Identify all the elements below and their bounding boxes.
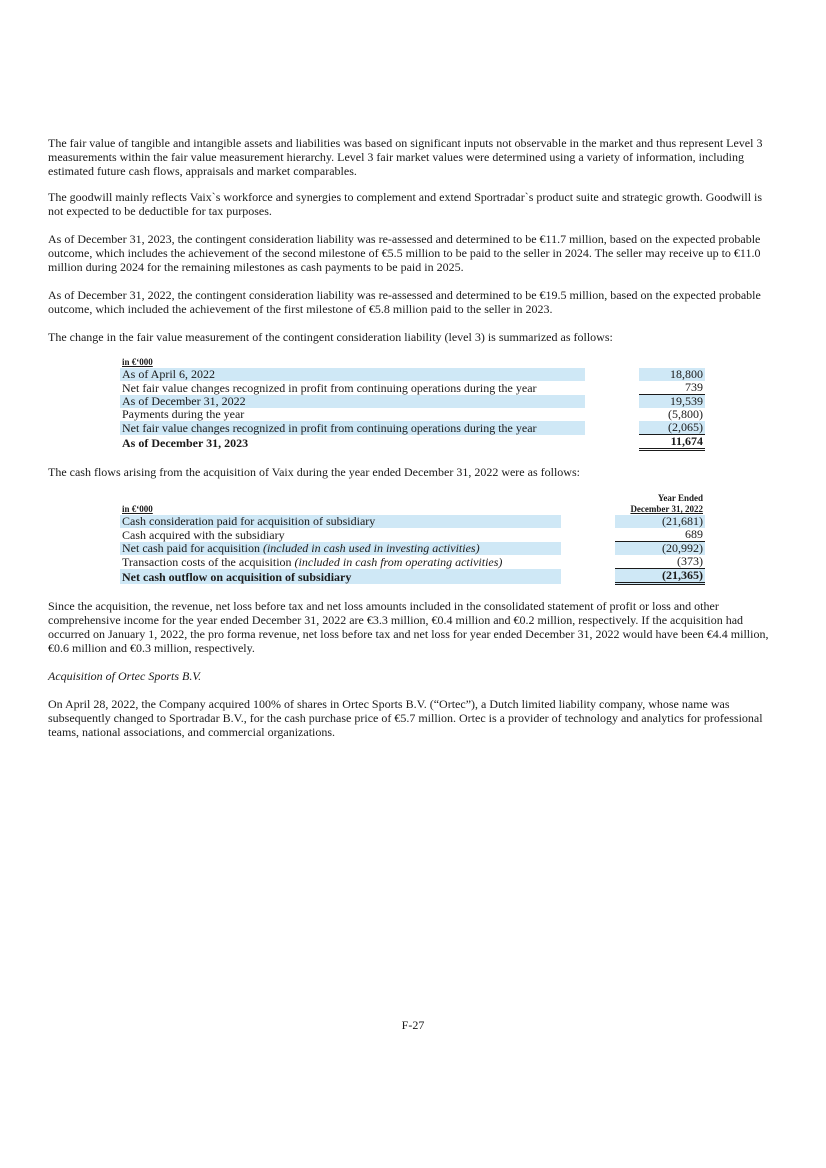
- table-row: [120, 395, 705, 409]
- table-row: [120, 528, 705, 542]
- paragraph-contingent-2022: As of December 31, 2022, the contingent consideration liability was re-assessed and determined to be €19.5 million, based on the expected probable outcome, which included the achievement of the first milestone of €5.8 million paid to the seller in 2023.: [48, 288, 761, 316]
- row-label: Net fair value changes recognized in profit from continuing operations during the year: [122, 380, 537, 395]
- row-value: (5,800): [668, 407, 703, 421]
- table-row: [120, 381, 705, 395]
- row-label: Net fair value changes recognized in profit from continuing operations during the year: [120, 421, 585, 435]
- paragraph-contingent-2023: As of December 31, 2023, the contingent consideration liability was re-assessed and determined to be €11.7 million, based on the expected probable outcome, which includes the achievement of the second milestone of €5.5 million to be paid to the seller in 2024. The seller may receive up to €11.0 million during 2024 for the remaining milestones as cash payments to be paid in 2025.: [48, 232, 761, 274]
- paragraph-fair-value-change-intro: The change in the fair value measurement of the contingent consideration liability (level 3) is summarized as follows:: [48, 330, 613, 344]
- paragraph-goodwill: The goodwill mainly reflects Vaix`s workforce and synergies to complement and extend Sportradar`s product suite and strategic growth. Goodwill is not expected to be deductible for tax purposes.: [48, 190, 763, 218]
- paragraph-ortec-acquisition: On April 28, 2022, the Company acquired 100% of shares in Ortec Sports B.V. (“Ortec”), a Dutch limited liability company, whose name was subsequently changed to Sportradar B.V., for the cash purchase price of €5.7 million. Ortec is a provider of technology and analytics for professional teams, national associations, and commercial organizations.: [48, 697, 763, 739]
- table1-unit-header: in €‘000: [122, 357, 153, 367]
- table-row: [120, 408, 705, 421]
- row-label: Transaction costs of the acquisition: [122, 554, 295, 569]
- row-label: Payments during the year: [122, 407, 245, 421]
- contingent-consideration-table: [120, 357, 705, 451]
- table-row: [120, 368, 705, 381]
- row-value: 739: [639, 381, 705, 395]
- row-label: Net cash outflow on acquisition of subsidiary: [120, 569, 561, 584]
- table-row-total: [120, 435, 705, 450]
- paragraph-pro-forma: Since the acquisition, the revenue, net loss before tax and net loss amounts included in the consolidated statement of profit or loss and other comprehensive income for the year ended December 31, 2022 are €3.3 million, €0.4 million and €0.2 million, respectively. If the acquisition had occurred on January 1, 2022, the pro forma revenue, net loss before tax and net loss for year ended December 31, 2022 would have been €4.4 million, €0.6 million and €0.3 million, respectively.: [48, 599, 769, 655]
- row-note: (included in cash used in investing activities): [262, 541, 480, 555]
- page-number: F-27: [401, 1018, 425, 1032]
- row-value: (21,681): [615, 515, 705, 528]
- table-row: [120, 555, 705, 569]
- cash-flows-table: [120, 493, 705, 585]
- table-row: [120, 542, 705, 556]
- row-value: (20,992): [615, 542, 705, 556]
- table-row: [120, 421, 705, 435]
- row-label-group: [120, 555, 561, 569]
- section-subheading: Acquisition of Ortec Sports B.V.: [48, 669, 202, 683]
- row-label: Cash consideration paid for acquisition of subsidiary: [120, 515, 561, 528]
- row-value: 689: [615, 528, 705, 542]
- row-label: As of December 31, 2023: [122, 435, 249, 450]
- row-label: Net cash paid for acquisition: [122, 541, 263, 555]
- row-value: 11,674: [639, 435, 705, 450]
- column-header-line1: Year Ended: [657, 493, 703, 503]
- row-label-group: [120, 542, 561, 556]
- paragraph-cash-flows-intro: The cash flows arising from the acquisition of Vaix during the year ended December 31, 2022 were as follows:: [48, 465, 580, 479]
- paragraph-fair-value: The fair value of tangible and intangible assets and liabilities was based on significant inputs not observable in the market and thus represent Level 3 measurements within the fair value measurement hierarchy. Level 3 fair market values were determined using a variety of information, including estimated future cash flows, appraisals and market comparables.: [48, 136, 763, 178]
- table2-unit-header: in €‘000: [122, 504, 153, 514]
- column-header-line2: December 31, 2022: [630, 504, 703, 514]
- row-note: (included in cash from operating activities): [294, 554, 503, 569]
- table-row: [120, 515, 705, 528]
- row-value: (21,365): [615, 569, 705, 584]
- table2-column-header: [615, 493, 705, 515]
- table-row-total: [120, 569, 705, 584]
- row-label: As of April 6, 2022: [120, 368, 585, 381]
- row-value: (373): [615, 555, 705, 569]
- row-label: As of December 31, 2022: [120, 395, 585, 409]
- document-body: [48, 136, 778, 753]
- row-label: Cash acquired with the subsidiary: [122, 527, 285, 542]
- row-value: 19,539: [639, 395, 705, 409]
- row-value: (2,065): [639, 421, 705, 435]
- row-value: 18,800: [639, 368, 705, 381]
